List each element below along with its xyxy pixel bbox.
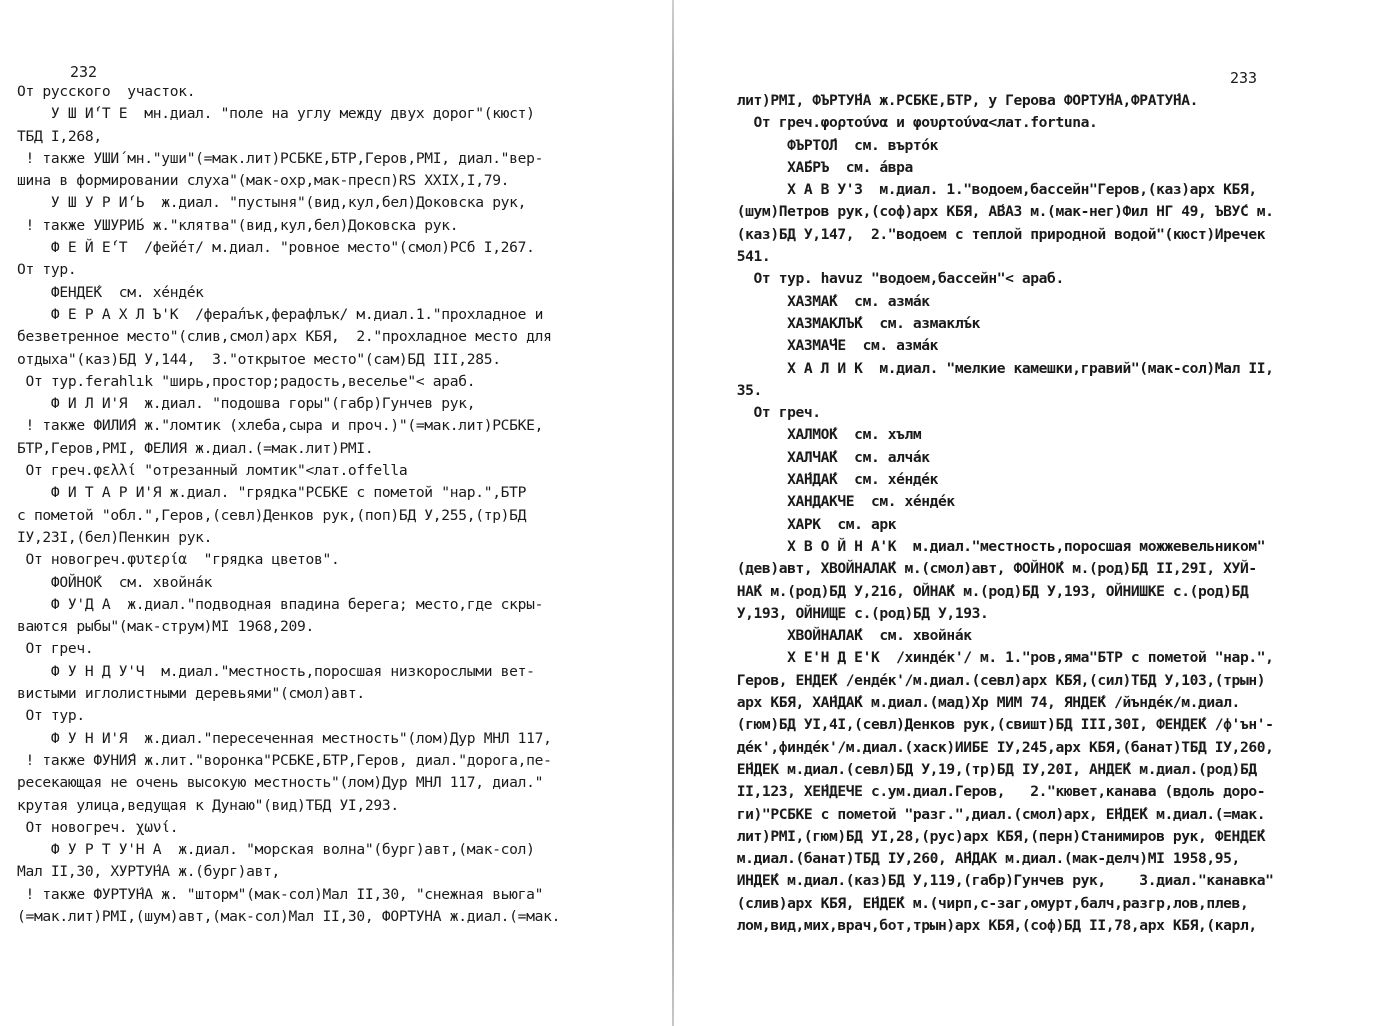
text-line: безветренное место"(слив,смол)арх КБЯ, 2."прохладное место для xyxy=(0,328,552,346)
text-line: От греч. xyxy=(0,640,94,658)
text-line: Ф Е Р А Х Л Ъ'К /ферал́ък,ферафлък/ м.диал.1."прохладное и xyxy=(0,305,544,323)
text-line: Х А Л И К м.диал. "мелкие камешки,гравий"(мак-сол)Мал II, xyxy=(720,359,1274,377)
text-line: От тур. xyxy=(0,261,77,279)
text-line: Х Е'Н Д Е'К /хинде́к'/ м. 1."ров,яма"БТР с пометой "нар.", xyxy=(720,649,1274,667)
text-line: IУ,23I,(бел)Пенкин рук. xyxy=(0,528,213,546)
left-page-text xyxy=(0,81,640,928)
text-line: де́к',финде́к'/м.диал.(хаск)ИИБЕ IУ,245,арх КБЯ,(банат)ТБД IУ,260, xyxy=(720,738,1274,756)
text-line: От греч. xyxy=(720,404,821,422)
text-line: (слив)арх КБЯ, Е́НДЕ́К м.(чирп,с-заг,омурт,балч,разгр,лов,плев, xyxy=(720,894,1249,912)
text-line: У,193, ОЙНИЩЕ с.(род)БД У,193. xyxy=(720,604,989,622)
text-line: ! также ФУРТУ́НА ж. "шторм"(мак-сол)Мал II,30, "снежная вьюга" xyxy=(0,885,544,903)
text-line: ХАЗМАКЛЪ́К см. азмаклъ́к xyxy=(720,314,980,332)
text-line: ФЪРТО́Л см. въртóк xyxy=(720,136,939,154)
text-line: Е́НДЕК м.диал.(севл)БД У,19,(тр)БД IУ,20I, АНДЕ́К м.диал.(род)БД xyxy=(720,760,1257,778)
text-line: ХАЗМА́ЧЕ см. азма́к xyxy=(720,337,939,355)
text-line: лит)РМI,(гюм)БД УI,28,(рус)арх КБЯ,(перн)Станимиров рук, ФЕНДЕ́К xyxy=(720,827,1266,845)
text-line: Мал II,30, ХУРТУ́НА ж.(бург)авт, xyxy=(0,863,281,881)
text-line: Ф У'Д А ж.диал."подводная впадина берега; место,где скры- xyxy=(0,595,544,613)
text-line: От тур.ferahlık "ширь,простор;радость,веселье"< араб. xyxy=(0,372,476,390)
text-line: ХАНДАКЧЕ см. хе́нде́к xyxy=(720,493,955,511)
text-line: II,123, ХЕ́НДЕЧЕ с.ум.диал.Геров, 2."кювет,канава (вдоль доро- xyxy=(720,783,1266,801)
left-page-number: 232 xyxy=(70,63,98,81)
right-page-number: 233 xyxy=(1230,69,1258,87)
text-line: ги)"РСБКЕ с пометой "разг.",диал.(смол)арх, Е́НДЕ́К м.диал.(=мак. xyxy=(720,805,1266,823)
text-line: НА́К м.(род)БД У,216, ОЙНА́К м.(род)БД У,193, ОЙНИШКЕ с.(род)БД xyxy=(720,582,1249,600)
text-line: отдыха"(каз)БД У,144, 3."открытое место"(сам)БД III,285. xyxy=(0,350,501,368)
text-line: ХАРК см. арк xyxy=(720,515,897,533)
text-line: (гюм)БД УI,4I,(севл)Денков рук,(свишт)БД III,30I, ФЕНДЕ́К /ф'ън'- xyxy=(720,716,1274,734)
text-line: Х В О Й Н А'К м.диал."местность,поросшая можжевельником" xyxy=(720,537,1266,555)
text-line: с пометой "обл.",Геров,(севл)Денков рук,(поп)БД У,255,(тр)БД xyxy=(0,506,527,524)
text-line: От новогреч.φυτερία "грядка цветов". xyxy=(0,551,340,569)
text-line: Ф И Т А Р И'Я ж.диал. "грядка"РСБКЕ с пометой "нар.",БТР xyxy=(0,484,527,502)
text-line: 541. xyxy=(720,248,771,266)
text-line: У Ш И́'Т Е мн.диал. "поле на углу между двух дорог"(кюст) xyxy=(0,105,535,123)
text-line: Ф У Н Д У'Ч м.диал."местность,поросшая низкорослыми вет- xyxy=(0,662,535,680)
text-line: От греч.φορτούνα и φουρτούνα<лат.fortuna. xyxy=(720,114,1098,132)
text-line: Х А В У'З м.диал. 1."водоем,бассейн"Геров,(каз)арх КБЯ, xyxy=(720,181,1257,199)
text-line: От новогреч. χωνί. xyxy=(0,818,179,836)
text-line: шина в формировании слуха"(мак-охр,мак-пресп)RS XXIX,I,79. xyxy=(0,172,510,190)
text-line: ХВОЙНАЛА́К см. хвойна́к xyxy=(720,627,972,645)
text-line: От тур. havuz "водоем,бассейн"< араб. xyxy=(720,270,1064,288)
text-line: ! также УШУРИ́Ь ж."клятва"(вид,кул,бел)Доковска рук. xyxy=(0,216,459,234)
text-line: ТБД I,268, xyxy=(0,127,102,145)
text-line: ХАЗМА́К см. азма́к xyxy=(720,292,930,310)
book-spine-divider xyxy=(672,0,674,1026)
text-line: ! также ФИЛИ́Я ж."ломтик (хлеба,сыра и проч.)"(=мак.лит)РСБКЕ, xyxy=(0,417,544,435)
text-line: вистыми иглолистными деревьями"(смол)авт. xyxy=(0,685,365,703)
text-line: арх КБЯ, ХА́НДА́К м.диал.(мад)Хр МИМ 74, ЯНДЕ́К /йънде́к/м.диал. xyxy=(720,694,1240,712)
left-page xyxy=(0,0,640,1026)
text-line: От русского участок. xyxy=(0,83,196,100)
text-line: ваются рыбы"(мак-струм)МI 1968,209. xyxy=(0,618,314,636)
text-line: лит)РМI, ФЪРТУ́НА ж.РСБКЕ,БТР, у Герова ФОРТУ́НА,ФРАТУ́НА. xyxy=(720,92,1199,109)
text-line: (каз)БД У,147, 2."водоем с теплой природной водой"(кюст)Иречек xyxy=(720,225,1266,243)
text-line: м.диал.(банат)ТБД IУ,260, А́НДАК м.диал.(мак-делч)МI 1958,95, xyxy=(720,850,1240,868)
text-line: От греч.φελλί "отрезанный ломтик"<лат.offella xyxy=(0,462,408,480)
text-line: Геров, ЕНДЕ́К /енде́к'/м.диал.(севл)арх КБЯ,(сил)ТБД У,103,(трын) xyxy=(720,671,1266,689)
text-line: ИНДЕ́К м.диал.(каз)БД У,119,(габр)Гунчев рук, 3.диал."канавка" xyxy=(720,872,1274,890)
text-line: (шум)Петров рук,(соф)арх КБЯ, А́ВАЗ м.(мак-нег)Фил НГ 49, ЪВУ́С м. xyxy=(720,203,1274,221)
right-page-text xyxy=(720,90,1380,937)
text-line: (=мак.лит)РМI,(шум)авт,(мак-сол)Мал II,30, ФОРТУНА ж.диал.(=мак. xyxy=(0,907,561,925)
right-page xyxy=(720,0,1380,1026)
text-line: ХА́НДА́К см. хе́нде́к xyxy=(720,471,939,489)
text-line: (дев)авт, ХВОЙНАЛА́К м.(смол)авт, ФОЙНО́К м.(род)БД II,29I, ХУЙ- xyxy=(720,560,1257,578)
text-line: У Ш У Р И́'Ь ж.диал. "пустыня"(вид,кул,бел)Доковска рук, xyxy=(0,194,527,212)
text-line: ! также ФУНИ́Я ж.лит."воронка"РСБКЕ,БТР,Геров, диал."дорога,пе- xyxy=(0,751,552,769)
text-line: ! также УШИ́ мн."уши"(=мак.лит)РСБКЕ,БТР,Геров,РМI, диал."вер- xyxy=(0,149,544,167)
text-line: Ф Е Й Е́'Т /фейе́т/ м.диал. "ровное место"(смол)РСб I,267. xyxy=(0,239,535,257)
text-line: БТР,Геров,РМI, ФЕЛИЯ ж.диал.(=мак.лит)РМI. xyxy=(0,439,374,457)
text-line: ресекающая не очень высокую местность"(лом)Дур МНЛ 117, диал." xyxy=(0,774,544,792)
text-line: крутая улица,ведущая к Дунаю"(вид)ТБД УI,293. xyxy=(0,796,399,814)
text-line: ФЕНДЕ́К см. хе́нде́к xyxy=(0,283,204,301)
text-line: Ф И Л И'Я ж.диал. "подошва горы"(габр)Гунчев рук, xyxy=(0,395,476,413)
text-line: ХА́БРЪ см. а́вра xyxy=(720,158,913,176)
text-line: лом,вид,мих,врач,бот,трын)арх КБЯ,(соф)БД II,78,арх КБЯ,(карл, xyxy=(720,916,1257,934)
text-line: ФОЙНО́К см. хвойна́к xyxy=(0,573,213,591)
text-line: ХАЛЧА́К см. алча́к xyxy=(720,448,930,466)
text-line: 35. xyxy=(720,381,762,399)
text-line: Ф У Р Т У'Н А ж.диал. "морская волна"(бург)авт,(мак-сол) xyxy=(0,841,535,859)
text-line: От тур. xyxy=(0,707,85,725)
text-line: Ф У Н И'Я ж.диал."пересеченная местность"(лом)Дур МНЛ 117, xyxy=(0,729,552,747)
text-line: ХАЛМО́К см. хълм xyxy=(720,426,922,444)
